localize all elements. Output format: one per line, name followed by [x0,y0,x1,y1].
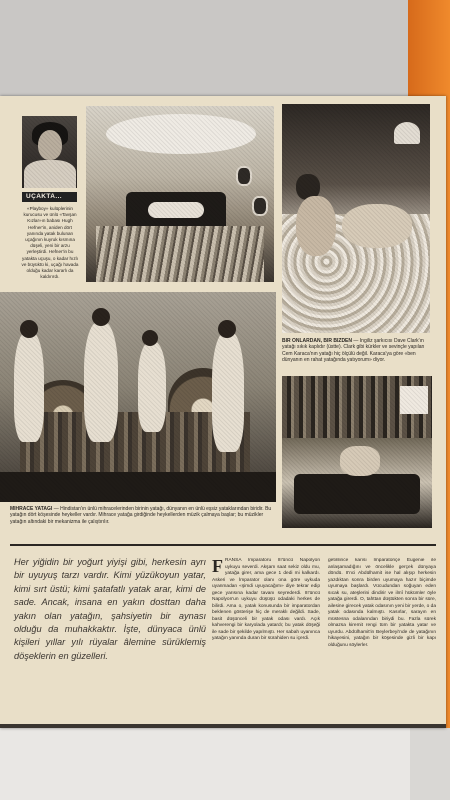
airplane-bed-photo [86,106,274,282]
portrait-photo [22,116,77,188]
statues-bed-caption-title: MİHRACE YATAĞI [10,506,53,512]
fur-bed-photo [282,104,430,333]
lead-paragraph: Her yiğidin bir yoğurt yiyişi gibi, herkesin ayrı bir uyuyuş tarzı vardır. Kimi yüzükoyun yatar, kimi sırt üstü; kimi şatafatlı yatak arar, kimi de sade. Ancak, insana en yakın dosttan daha yakın olan yatağın, şahsiyetin bir aynası olduğu da muhakkaktır. İşte, dünyaca ünlü kişileri yıllar yılı rüyalar âlemine sürüklemiş döşeklerin en güzelleri. [14,557,206,661]
portrait-label [22,192,77,202]
background-top [0,0,450,100]
fur-bed-caption [282,338,432,372]
portrait-label-text: UÇAKTA... [26,193,62,200]
article-column-2: getirilince karısı İmparatoriçe Eugenie ile anlaşamadığını ve öncelikle gerçek dünyaya döndü. II'nci Abdülhamit ise hal alışıp herkesin yazdıktan sonra birden uyumaya hazır biçimde uyumaya başlardı. Vücudundan soğuyan eden sıcak su, ateşlerini dindirir ve ilmî hükümler öyle yatağa girerdi. O, tahttan düştükten sonra bir süre, ailesine girecek yatak odasının yeni bir yerde, o da yatak odasında kalmıştı. Kasırlar, sarayın en müstesna odalarından biriydi bu. Fazla sürek olmazsa kiremit rengi tüm bir yatakta yatar ve uyurdu. Abdülhamit'in Beylerbeyi'nde de yatağının hikayesini, yatağın bir köşesinde gizli bir kapı olduğunu söylerler. [328,558,436,648]
statues-bed-caption-text: — Hindistan'ın ünlü mihracelerinden birinin yatağı, dünyanın en ünlü eşsiz yataklarından biridir. Bu yatağın dört köşesinde heykeller vardır. Mihrace yatağa girdiğinde heykellerden müzik çalmaya başlar; bu müzikler yatağın altındaki bir mekanizma ile çalıştırılır. [10,506,272,525]
drop-cap: F [212,558,223,576]
statues-bed-caption [10,506,274,540]
page-bottom-edge [0,724,446,728]
fur-bed-caption-text: — İngiliz şarkıcısı Dave Clark'ın yatağı sıkık kaplıdır (üstte). Clark gibi kürkler ve sevinçle yapılan Cem Karaca'nın yatağı hiç ölçülü değil. Karaca'ya göre «ben dünyanın en rahat yatağında yatıyorum» diyor. [282,338,425,364]
statues-bed-photo [0,292,276,502]
article-column-1 [212,558,320,718]
portrait-caption: «Playboy» kulüplerinin kurucusu ve ünlü «Tavşan Kızlar»ın babası Hugh Hefner'in, aniden dört yanında yatak bulunan uçağının kuyruk kısmına düşeli, yeni bir arzu yerleştirdi. Hefner'in bu yatakta uçuşu, o kadar hızlı ve büyüktü ki, uçağı havada olduğu kadar kararlı da kaldırırdı. [21,206,79,280]
article-column-1-text: RANSA İmparatoru III'üncü Napolyon uykuyu severdi. Akşam saat sekiz oldu mu, yatağa girer, ama gece 1 dedi mi kalkardı. Askeri ve İmparator olanı ona göre uykuda uyanmadan «şimdi uyuyacağım» diye tekrar edip gece yarısına kadar tavanı seyrederdi. III'üncü Napolyon'un uykuyu düşüşü odadaki herkes de bilirdi. Ama o, yatak konusunda bir imparatordan beklenen gösterişe hiç de meraklı değildi. Sade, basit düşünceli bir yatak odası vardı. Açık kahverengi bir karyolada yatardı; bu yatak döşeği ile sade bir şekilde yapılmıştı. Her sabah uyanınca yatağın yanında duran bir sürahiden su içerdi. [212,558,320,641]
paper-under-page [0,728,410,800]
modern-bed-photo [282,376,432,528]
section-divider [10,544,436,546]
magazine-page [0,96,446,728]
fur-bed-caption-title: BİR ONLARDAN, BİR BİZDEN [282,338,352,344]
